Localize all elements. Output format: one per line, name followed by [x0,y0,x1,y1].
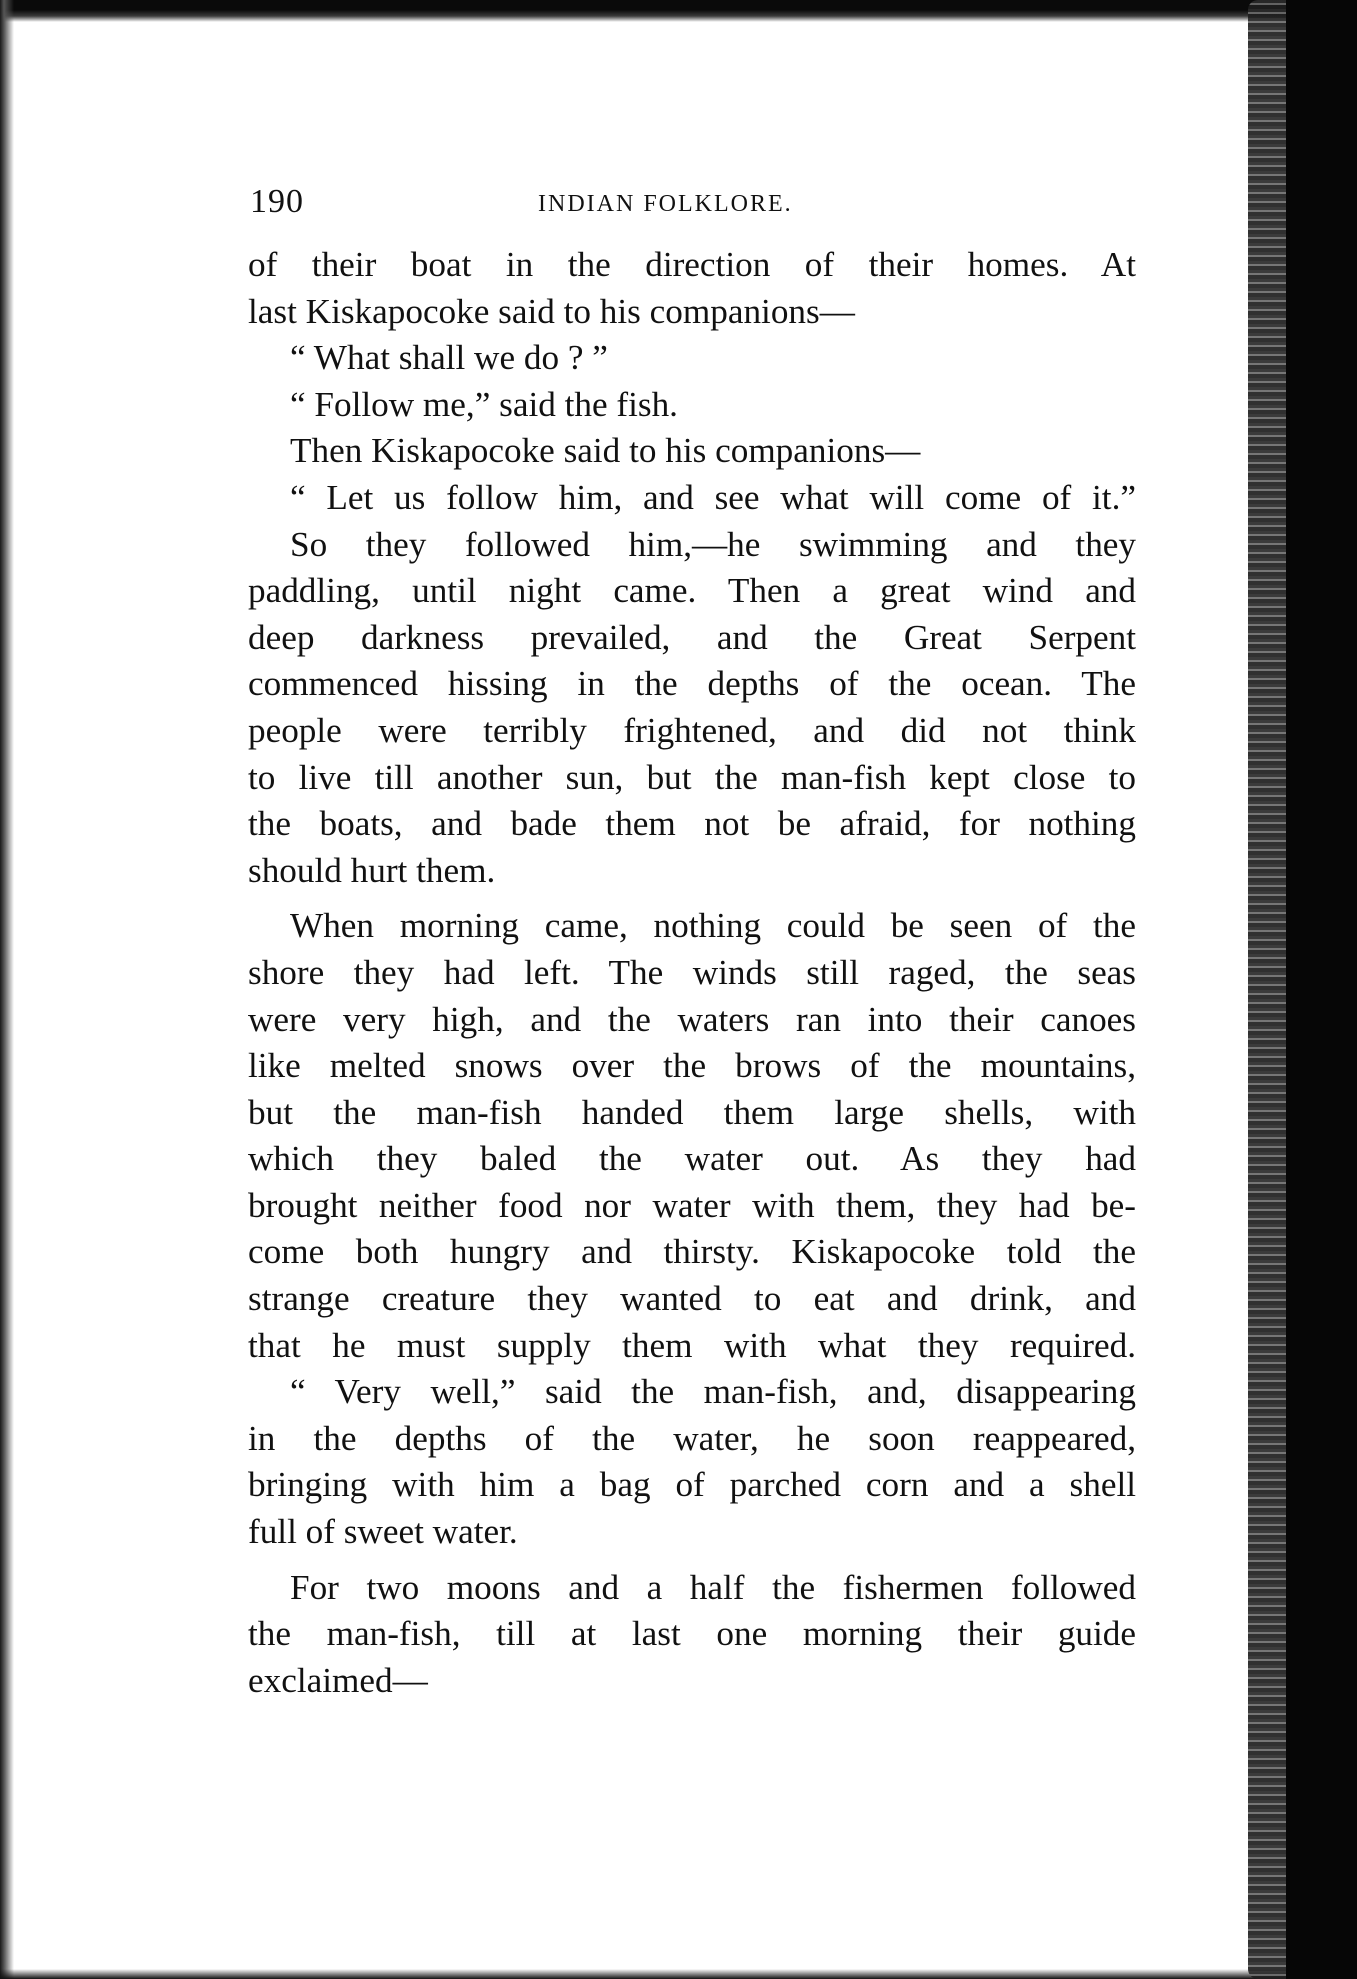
text-line: For two moons and a half the fishermen followed [290,1567,1136,1607]
text-line: come both hungry and thirsty. Kiskapocoke told the [248,1232,1136,1272]
scan-bottom-edge [0,1969,1357,1979]
book-spine-shadow [1286,0,1357,1979]
text-line: deep darkness prevailed, and the Great Serpent [248,617,1136,657]
running-head [248,180,1136,236]
book-page [248,180,1136,1704]
text-line: shore they had left. The winds still raged, the seas [248,952,1136,992]
text-line: “ Let us follow him, and see what will come of it.” [290,477,1136,517]
text-line: of their boat in the direction of their homes. At [248,245,1136,284]
text-line: were very high, and the waters ran into their canoes [248,999,1136,1039]
text-line: in the depths of the water, he soon reappeared, [248,1418,1136,1458]
text-line: exclaimed— [248,1660,428,1700]
text-line: commenced hissing in the depths of the ocean. The [248,664,1136,704]
text-line: the man-fish, till at last one morning their guide [248,1614,1136,1654]
text-line: like melted snows over the brows of the mountains, [248,1046,1136,1086]
text-line: to live till another sun, but the man-fish kept close to [248,757,1136,797]
text-line: that he must supply them with what they required. [248,1325,1136,1365]
running-title: INDIAN FOLKLORE. [538,191,793,217]
text-line: Then Kiskapocoke said to his companions— [290,431,921,471]
page-gutter-shadow [1248,0,1286,1979]
page-number: 190 [250,183,304,220]
scan-top-edge [0,0,1357,22]
text-line: “ What shall we do ? ” [290,338,608,378]
body-text [248,242,1136,1704]
text-line: but the man-fish handed them large shells, with [248,1092,1136,1132]
text-line: should hurt them. [248,850,496,890]
text-line: people were terribly frightened, and did not think [248,710,1136,750]
text-line: brought neither food nor water with them, they had be- [248,1185,1136,1225]
text-line: full of sweet water. [248,1512,518,1552]
text-line: which they baled the water out. As they had [248,1139,1136,1179]
text-line: When morning came, nothing could be seen of the [290,906,1136,946]
text-line: paddling, until night came. Then a great wind and [248,571,1136,611]
text-line: “ Very well,” said the man-fish, and, disappearing [290,1372,1136,1412]
text-line: the boats, and bade them not be afraid, for nothing [248,804,1136,844]
text-line: strange creature they wanted to eat and drink, and [248,1279,1136,1319]
text-line: “ Follow me,” said the fish. [290,384,678,424]
text-line: So they followed him,—he swimming and they [290,524,1136,564]
text-line: bringing with him a bag of parched corn and a shell [248,1465,1136,1505]
text-line: last Kiskapocoke said to his companions— [248,291,855,331]
scan-left-edge [0,0,14,1979]
